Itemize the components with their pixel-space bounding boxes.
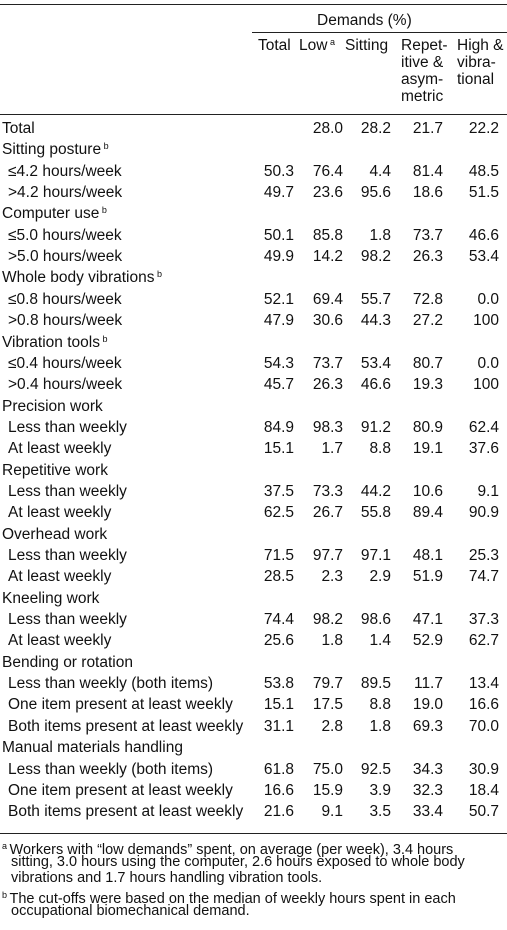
row-label: Precision work (2, 397, 103, 415)
column-header: High & vibra- tional (457, 37, 504, 88)
table-cell: 8.8 (369, 696, 391, 714)
table-cell: 9.1 (477, 482, 499, 500)
column-header: Repet- itive & asym- metric (401, 37, 448, 105)
table-cell: 69.3 (412, 717, 443, 735)
table-cell: 16.6 (468, 696, 499, 714)
table-cell: 61.8 (263, 760, 294, 778)
top-rule (0, 4, 507, 5)
table-row (0, 801, 507, 822)
table-row (0, 374, 507, 395)
table-cell: 2.8 (321, 717, 343, 735)
table-cell: 9.1 (321, 803, 343, 821)
table-cell: 19.1 (412, 440, 443, 458)
table-cell: 21.6 (263, 803, 294, 821)
group-header: Demands (%) (317, 12, 412, 29)
row-label: Less than weekly (both items) (8, 675, 214, 693)
row-label: Less than weekly (8, 418, 127, 436)
table-cell: 89.4 (412, 504, 443, 522)
table-cell: 46.6 (468, 226, 499, 244)
table-cell: 79.7 (312, 675, 343, 693)
table-cell: 75.0 (312, 760, 343, 778)
table-cell: 13.4 (468, 675, 499, 693)
table-cell: 37.6 (468, 440, 499, 458)
table-cell: 21.7 (412, 120, 443, 137)
table-cell: 80.7 (412, 354, 443, 372)
row-label: Sitting posture $^b$ (2, 141, 109, 159)
table-row (0, 502, 507, 523)
table-cell: 98.2 (312, 611, 343, 629)
table-cell: 26.7 (312, 504, 343, 522)
table-row (0, 545, 507, 566)
table-cell: 30.9 (468, 760, 499, 778)
table-cell: 45.7 (263, 376, 294, 394)
row-label: ≤0.4 hours/week (8, 354, 122, 372)
table-cell: 3.9 (369, 781, 391, 799)
table-cell: 2.9 (369, 568, 391, 586)
footnote-line: $^a$ Workers with “low demands” spent, on average (per week), 3.4 hours (2, 841, 454, 858)
table-row (0, 609, 507, 630)
table-cell: 95.6 (360, 184, 391, 202)
row-label: Whole body vibrations $^b$ (2, 269, 163, 287)
table-cell: 85.8 (312, 226, 343, 244)
table-row (0, 588, 507, 609)
table-cell: 71.5 (263, 547, 294, 564)
table-cell: 0.0 (477, 290, 499, 308)
table-cell: 23.6 (312, 184, 343, 202)
footnote-line: vibrations and 1.7 hours handling vibration tools. (11, 870, 323, 886)
row-label: ≤4.2 hours/week (8, 162, 122, 180)
footnote-line: $^b$ The cut-offs were based on the median of weekly hours spent in each (2, 890, 456, 907)
table-cell: 52.9 (412, 632, 443, 650)
table-cell: 1.8 (369, 717, 391, 735)
table-cell: 76.4 (312, 162, 343, 180)
table-cell: 98.3 (312, 418, 343, 436)
table-cell: 62.7 (468, 632, 499, 650)
table-cell: 84.9 (263, 418, 294, 436)
table-cell: 51.9 (412, 568, 443, 586)
row-label: Computer use $^b$ (2, 205, 107, 223)
table-row (0, 524, 507, 545)
table-cell: 55.7 (360, 290, 391, 308)
row-label: ≤5.0 hours/week (8, 226, 122, 244)
row-label: One item present at least weekly (8, 696, 233, 714)
table-cell: 49.9 (263, 248, 294, 266)
table-cell: 50.1 (263, 226, 294, 244)
table-cell: 80.9 (412, 418, 443, 436)
table-cell: 72.8 (412, 290, 443, 308)
row-label: Less than weekly (8, 547, 127, 564)
table-cell: 47.9 (263, 312, 294, 330)
table-cell: 19.3 (412, 376, 443, 394)
table-cell: 62.5 (263, 504, 294, 522)
table-cell: 18.4 (468, 781, 499, 799)
table-cell: 89.5 (360, 675, 391, 693)
table-cell: 44.2 (360, 482, 391, 500)
row-label: >0.8 hours/week (8, 312, 123, 330)
table-row (0, 759, 507, 780)
table-cell: 48.5 (468, 162, 499, 180)
column-header: Low $^a$ (299, 37, 335, 54)
group-header-rule (252, 32, 507, 33)
table-cell: 48.1 (412, 547, 443, 564)
table-cell: 31.1 (263, 717, 294, 735)
table-cell: 28.2 (360, 120, 391, 137)
table-row (0, 481, 507, 502)
table-row (0, 694, 507, 715)
table-cell: 16.6 (263, 781, 294, 799)
table-cell: 92.5 (360, 760, 391, 778)
table-cell: 44.3 (360, 312, 391, 330)
table-cell: 17.5 (312, 696, 343, 714)
table-cell: 97.7 (312, 547, 343, 564)
table-cell: 47.1 (412, 611, 443, 629)
table-cell: 25.6 (263, 632, 294, 650)
row-label: At least weekly (8, 440, 112, 458)
table-cell: 2.3 (321, 568, 343, 586)
table-cell: 49.7 (263, 184, 294, 202)
table-cell: 19.0 (412, 696, 443, 714)
table-row (0, 225, 507, 246)
row-label: Manual materials handling (2, 739, 183, 757)
table-row (0, 737, 507, 758)
table-cell: 37.5 (263, 482, 294, 500)
table-cell: 91.2 (360, 418, 391, 436)
table-cell: 27.2 (412, 312, 443, 330)
table-row (0, 716, 507, 737)
table-row (0, 566, 507, 587)
table-cell: 1.8 (369, 226, 391, 244)
table-row (0, 182, 507, 203)
table-row (0, 652, 507, 673)
table-bottom-rule (0, 833, 507, 834)
table-row (0, 417, 507, 438)
table-cell: 0.0 (477, 354, 499, 372)
row-label: Repetitive work (2, 461, 108, 479)
table-cell: 32.3 (412, 781, 443, 799)
table-cell: 54.3 (263, 354, 294, 372)
table-cell: 15.1 (263, 696, 294, 714)
table-cell: 70.0 (468, 717, 499, 735)
row-label: >4.2 hours/week (8, 184, 123, 202)
table-row (0, 203, 507, 224)
table-row (0, 139, 507, 160)
row-label: At least weekly (8, 504, 112, 522)
table-cell: 98.2 (360, 248, 391, 266)
table-cell: 1.4 (369, 632, 391, 650)
table-cell: 53.4 (360, 354, 391, 372)
table-cell: 3.5 (369, 803, 391, 821)
table-cell: 26.3 (312, 376, 343, 394)
table-row (0, 780, 507, 801)
table-cell: 37.3 (468, 611, 499, 629)
row-label: ≤0.8 hours/week (8, 290, 122, 308)
table-row (0, 438, 507, 459)
table-row (0, 353, 507, 374)
table-row (0, 630, 507, 651)
table-row (0, 460, 507, 481)
row-label: Kneeling work (2, 589, 100, 607)
row-label: Less than weekly (8, 482, 127, 500)
row-label: >0.4 hours/week (8, 376, 123, 394)
footnote-line: sitting, 3.0 hours using the computer, 2.6 hours exposed to whole body (11, 854, 465, 870)
footnote-line: occupational biomechanical demand. (11, 903, 250, 919)
table-cell: 28.0 (312, 120, 343, 137)
table-cell: 15.9 (312, 781, 343, 799)
row-label: At least weekly (8, 568, 112, 586)
table-cell: 73.7 (412, 226, 443, 244)
row-label: Both items present at least weekly (8, 803, 244, 821)
row-label: Vibration tools $^b$ (2, 333, 108, 351)
table-row (0, 267, 507, 288)
table-cell: 100 (473, 312, 499, 330)
table-cell: 1.7 (321, 440, 343, 458)
table-cell: 30.6 (312, 312, 343, 330)
table-row (0, 310, 507, 331)
table-cell: 100 (473, 376, 499, 394)
table-cell: 18.6 (412, 184, 443, 202)
table-row (0, 332, 507, 353)
table-cell: 73.7 (312, 354, 343, 372)
table-cell: 62.4 (468, 418, 499, 436)
header-bottom-rule (0, 114, 507, 115)
table-cell: 53.4 (468, 248, 499, 266)
table-cell: 15.1 (263, 440, 294, 458)
table-cell: 34.3 (412, 760, 443, 778)
table-cell: 98.6 (360, 611, 391, 629)
table-cell: 69.4 (312, 290, 343, 308)
row-label: Overhead work (2, 525, 108, 543)
table-cell: 14.2 (312, 248, 343, 266)
table-cell: 8.8 (369, 440, 391, 458)
table-cell: 26.3 (412, 248, 443, 266)
column-header: Total (258, 37, 291, 54)
row-label: At least weekly (8, 632, 112, 650)
table-row (0, 289, 507, 310)
table-cell: 4.4 (369, 162, 391, 180)
table-row (0, 246, 507, 267)
table-cell: 28.5 (263, 568, 294, 586)
table-row (0, 396, 507, 417)
table-row (0, 118, 507, 139)
table-cell: 11.7 (413, 675, 443, 693)
table-cell: 10.6 (412, 482, 443, 500)
table-cell: 52.1 (263, 290, 294, 308)
table-cell: 33.4 (412, 803, 443, 821)
table-cell: 90.9 (468, 504, 499, 522)
table-cell: 74.7 (468, 568, 499, 586)
table-cell: 25.3 (468, 547, 499, 564)
table-cell: 81.4 (412, 162, 443, 180)
table-cell: 97.1 (360, 547, 391, 564)
table-row (0, 161, 507, 182)
table-cell: 50.7 (468, 803, 499, 821)
table-row (0, 673, 507, 694)
row-label: Bending or rotation (2, 653, 133, 671)
table-cell: 53.8 (263, 675, 294, 693)
row-label: Less than weekly (8, 611, 127, 629)
row-label: Both items present at least weekly (8, 717, 244, 735)
row-label: >5.0 hours/week (8, 248, 123, 266)
table-cell: 22.2 (468, 120, 499, 137)
column-header: Sitting (345, 37, 389, 54)
table-cell: 51.5 (468, 184, 499, 202)
row-label: Less than weekly (both items) (8, 760, 214, 778)
table-cell: 50.3 (263, 162, 294, 180)
table-cell: 1.8 (321, 632, 343, 650)
table-cell: 55.8 (360, 504, 391, 522)
row-label: One item present at least weekly (8, 781, 233, 799)
table-cell: 73.3 (312, 482, 343, 500)
table-cell: 46.6 (360, 376, 391, 394)
row-label: Total (2, 120, 35, 137)
table-cell: 74.4 (263, 611, 294, 629)
